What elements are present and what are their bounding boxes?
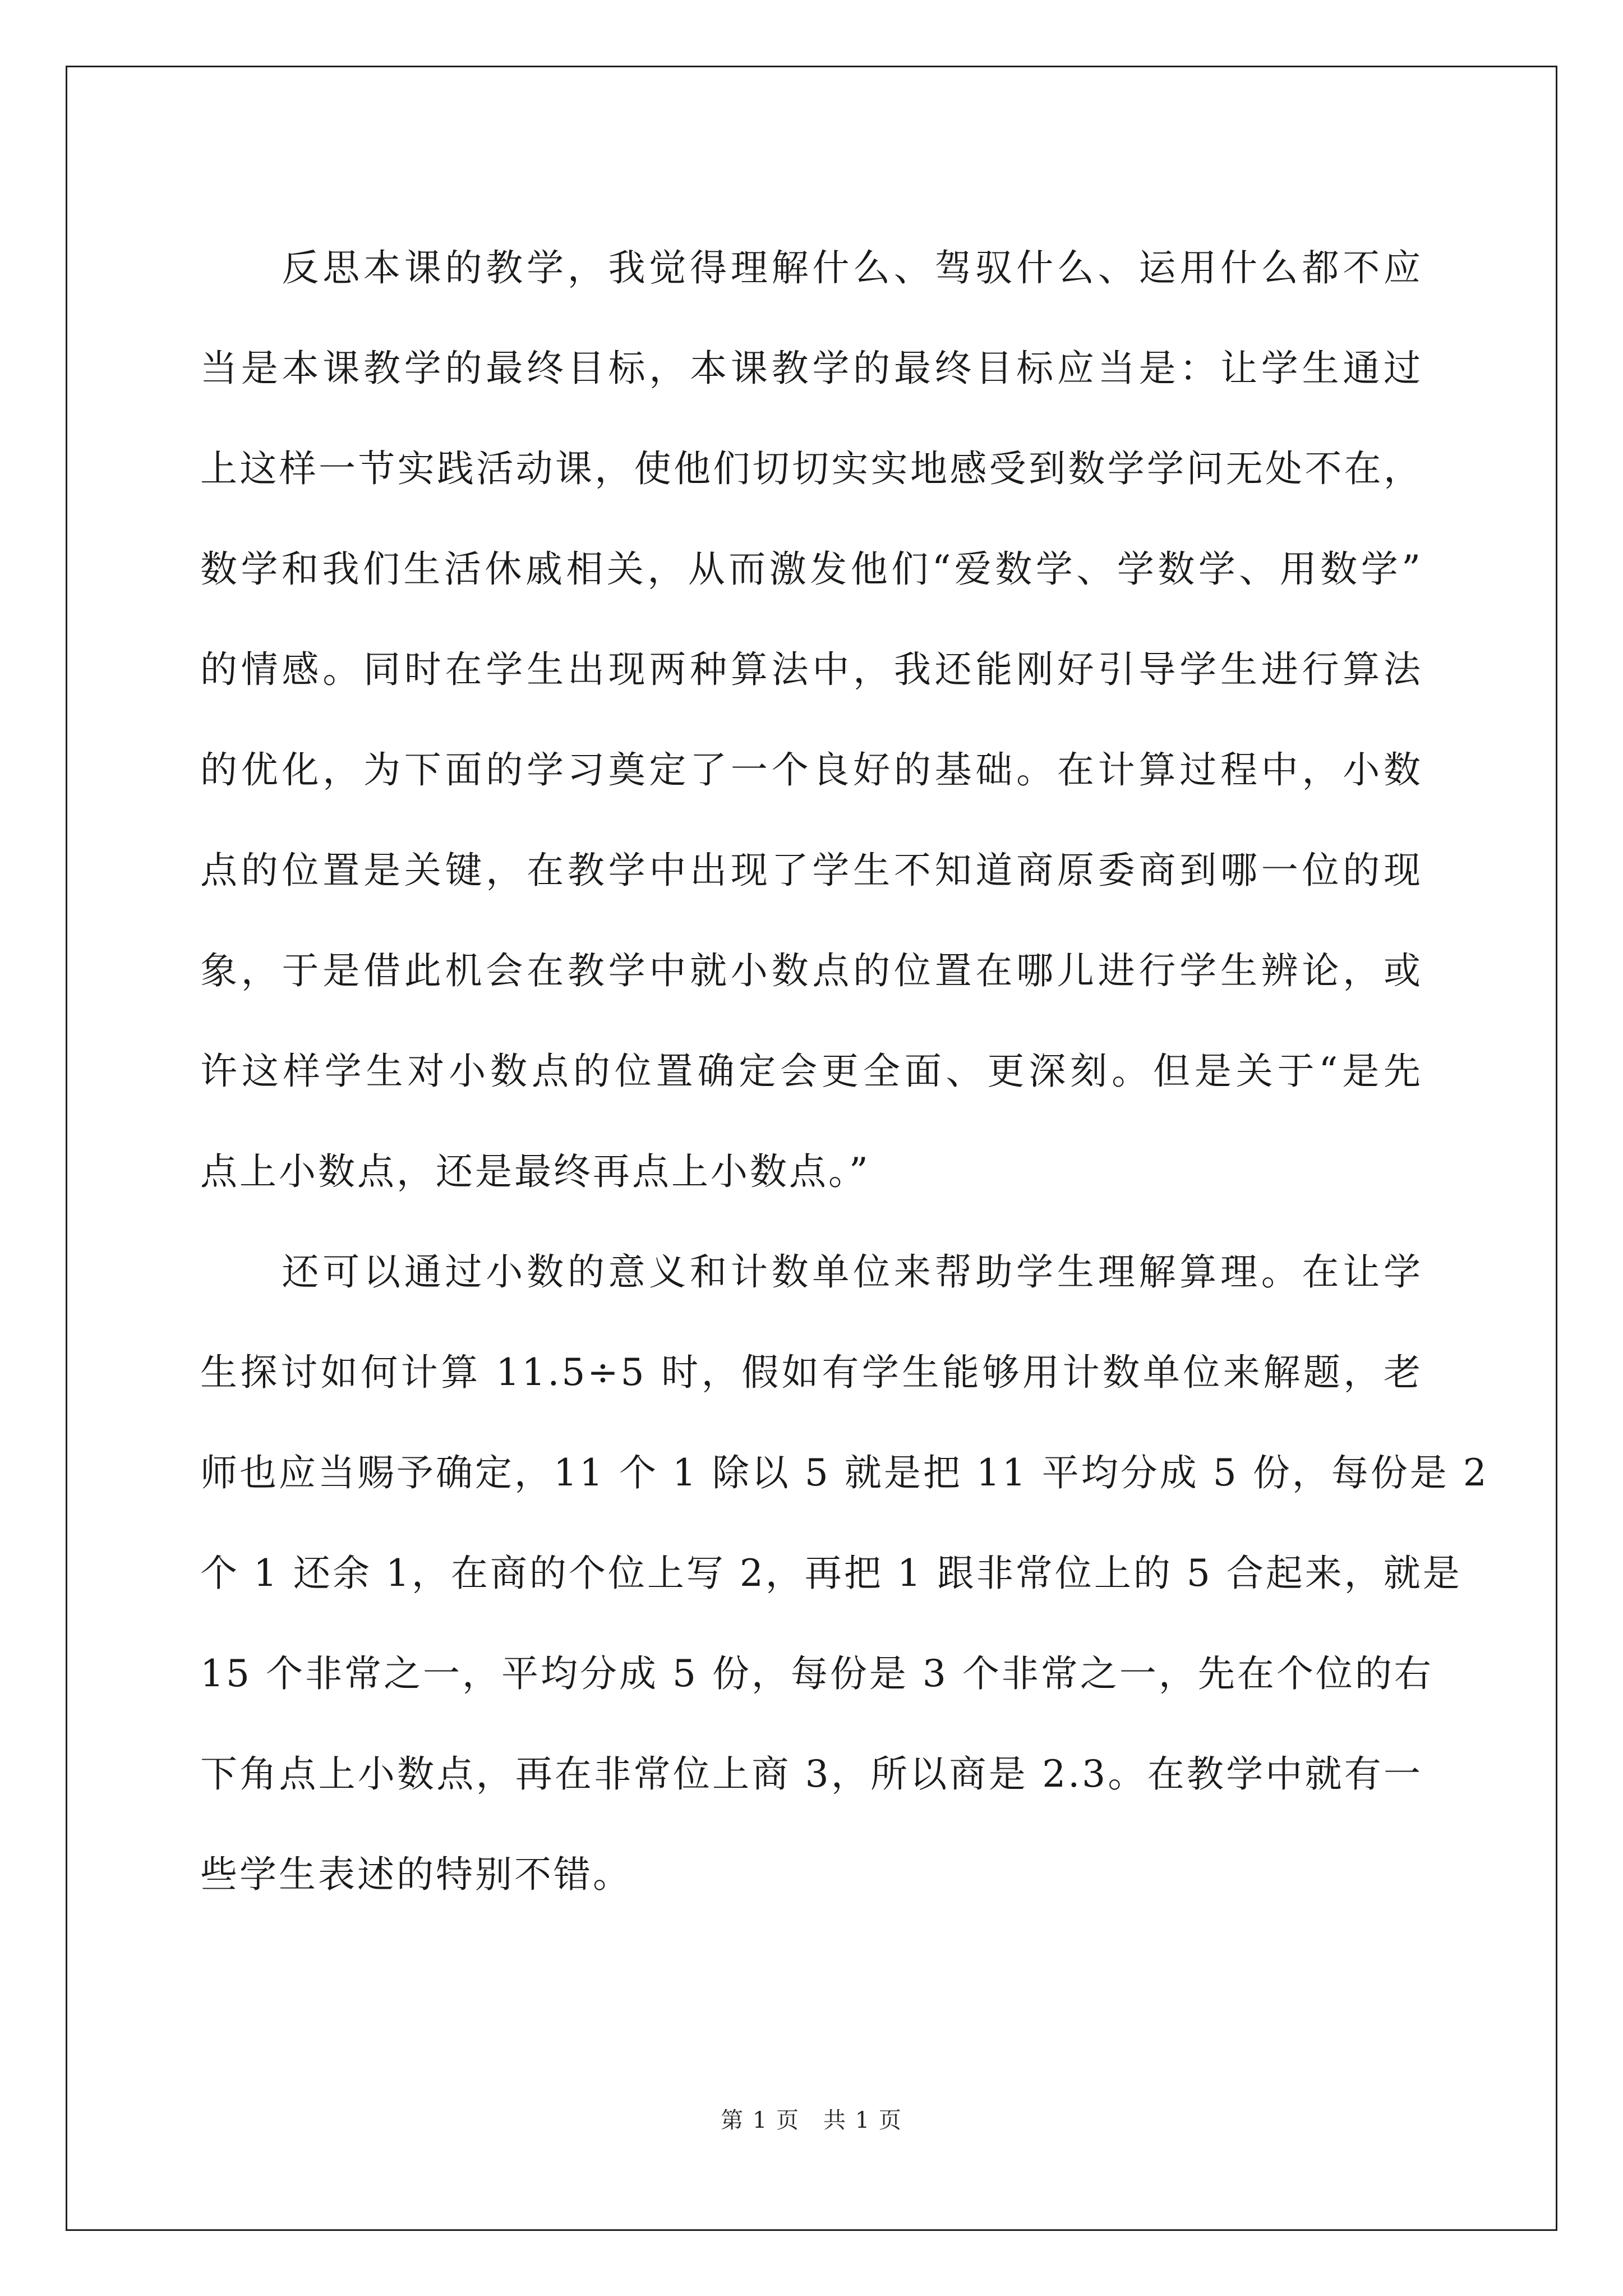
text-line: 师也应当赐予确定，11 个 1 除以 5 就是把 11 平均分成 5 份，每份是 2 — [200, 1451, 1489, 1494]
text-line: 的情感。同时在学生出现两种算法中，我还能刚好引导学生进行算法 — [200, 648, 1423, 691]
text-line: 生探讨如何计算 11.5÷5 时，假如有学生能够用计数单位来解题，老 — [200, 1351, 1423, 1394]
text-line: 数学和我们生活休戚相关，从而激发他们“爱数学、学数学、用数学” — [200, 547, 1423, 591]
text-line: 许这样学生对小数点的位置确定会更全面、更深刻。但是关于“是先 — [200, 1050, 1423, 1093]
text-line: 还可以通过小数的意义和计数单位来帮助学生理解算理。在让学 — [200, 1250, 1423, 1294]
page-number-footer: 第 1 页 共 1 页 — [721, 2108, 902, 2133]
text-line: 上这样一节实践活动课，使他们切切实实地感受到数学学问无处不在， — [200, 447, 1423, 490]
text-line: 下角点上小数点，再在非常位上商 3，所以商是 2.3。在教学中就有一 — [200, 1752, 1423, 1796]
text-line: 点上小数点，还是最终再点上小数点。” — [200, 1150, 870, 1193]
document-body — [200, 218, 1489, 1925]
text-line: 点的位置是关键，在教学中出现了学生不知道商原委商到哪一位的现 — [200, 849, 1423, 892]
text-line: 15 个非常之一，平均分成 5 份，每份是 3 个非常之一，先在个位的右 — [200, 1652, 1433, 1695]
text-line: 些学生表述的特别不错。 — [200, 1853, 632, 1896]
text-line: 反思本课的教学，我觉得理解什么、驾驭什么、运用什么都不应 — [200, 246, 1423, 289]
paragraph-2 — [200, 1222, 1489, 1925]
text-line: 当是本课教学的最终目标，本课教学的最终目标应当是：让学生通过 — [200, 347, 1423, 390]
text-line: 的优化，为下面的学习奠定了一个良好的基础。在计算过程中，小数 — [200, 748, 1423, 792]
text-line: 个 1 还余 1，在商的个位上写 2，再把 1 跟非常位上的 5 合起来，就是 — [200, 1552, 1462, 1595]
paragraph-1 — [200, 218, 1423, 1222]
text-line: 象，于是借此机会在教学中就小数点的位置在哪儿进行学生辨论，或 — [200, 949, 1423, 992]
